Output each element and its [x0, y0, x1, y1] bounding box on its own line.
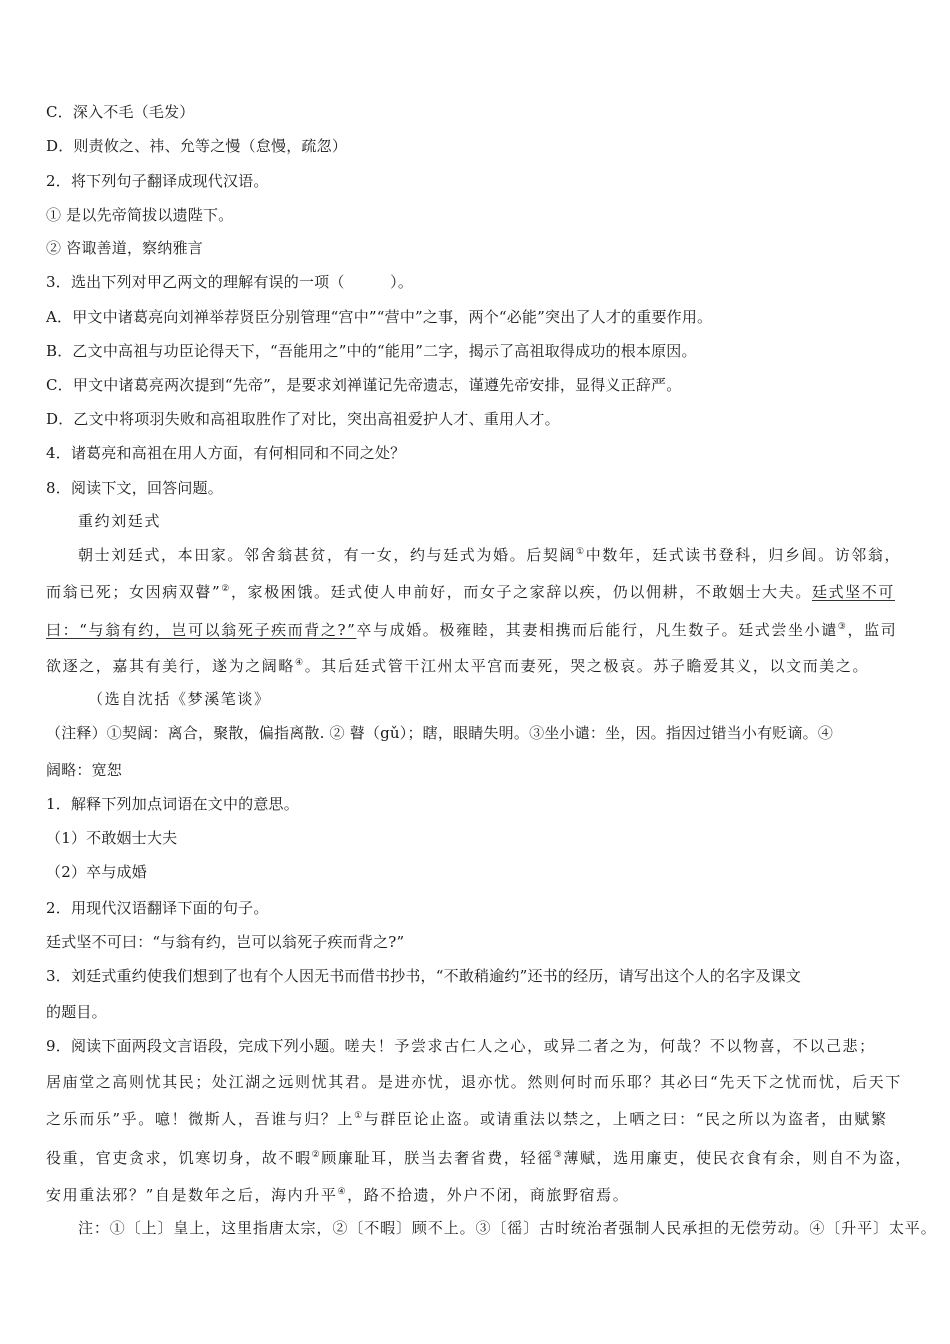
text: ，路不拾遗，外户不闭，商旅野宿焉。: [347, 1186, 630, 1204]
q7-sub2-sentence-1: ① 是以先帝简拔以遗陛下。: [46, 206, 234, 224]
text: 卒与成婚。极雍睦，其妻相携而后能行，凡生数子。廷式尝坐小谴: [356, 621, 838, 639]
q8-notes-line-1: （注释）①契阔：离合，聚散，偏指离散. ② 瞽（gǔ）；瞎，眼睛失明。③坐小谴：坐，因。指因过错当小有贬谪。④: [46, 724, 834, 742]
text: 嗟夫！予尝求古仁人之心，或异二者之为，何哉？不以物喜，不以己悲；: [344, 1037, 876, 1055]
q9-line-4: [46, 1148, 912, 1168]
q8-sub1-item-1: （1）不敢姻士大夫: [46, 829, 178, 847]
q7-sub4-prompt: 4．诸葛亮和高祖在用人方面，有何相同和不同之处？: [46, 444, 406, 462]
text: 欲逐之，嘉其有美行，遂为之阔略: [46, 657, 296, 675]
q9-line-2: 居庙堂之高则忧其民；处江湖之远则忧其君。是进亦忧，退亦忧。然则何时而乐耶？其必曰“先天下之忧而忧，后天下: [46, 1073, 902, 1091]
underlined-sentence: 廷式坚不可: [811, 583, 895, 601]
q8-notes-line-2: 阔略：宽恕: [46, 761, 123, 779]
q7-option-c: C．深入不毛（毛发）: [46, 103, 195, 121]
q7-sub2-prompt: 2．将下列句子翻译成现代汉语。: [46, 172, 269, 190]
q8-passage-line-4: [46, 656, 869, 676]
text: 。其后廷式管干江州太平宫而妻死，哭之极哀。苏子瞻爱其义，以文而美之。: [304, 657, 870, 675]
q9-prompt: 9．阅读下面两段文言语段，完成下列小题。: [46, 1037, 345, 1055]
q8-passage-line-1: [78, 545, 901, 565]
footnote-marker: ①: [354, 1111, 364, 1121]
q8-prompt: 8．阅读下文，回答问题。: [46, 479, 223, 497]
q8-passage-line-3: [46, 620, 897, 640]
q7-sub3-option-d: D．乙文中将项羽失败和高祖取胜作了对比，突出高祖爱护人才、重用人才。: [46, 410, 560, 428]
text: 役重，官吏贪求，饥寒切身，故不暇: [46, 1149, 312, 1167]
q7-sub3-option-b: B．乙文中高祖与功臣论得天下，“吾能用之”中的“能用”二字，揭示了高祖取得成功的根本原因。: [46, 342, 697, 360]
q8-passage-line-2: [46, 582, 895, 602]
q7-sub3-prompt: 3．选出下列对甲乙两文的理解有误的一项（ ）。: [46, 273, 414, 291]
footnote-marker: ④: [337, 1187, 348, 1197]
text: 中数年，廷式读书登科，归乡闾。访邻翁，: [585, 546, 902, 564]
footnote-marker: ④: [295, 658, 305, 668]
footnote-marker: ②: [311, 1150, 322, 1160]
text: ，监司: [847, 621, 898, 639]
q8-sub2-sentence: 廷式坚不可曰：“与翁有约，岂可以翁死子疾而背之?”: [46, 933, 405, 951]
q8-sub1-prompt: 1．解释下列加点词语在文中的意思。: [46, 795, 299, 813]
q9-line-5: [46, 1185, 629, 1205]
q9-note: 注：①〔上〕皇上，这里指唐太宗，②〔不暇〕顾不上。③〔徭〕古时统治者强制人民承担的无偿劳动。④〔升平〕太平。: [78, 1219, 937, 1237]
q7-sub2-sentence-2: ② 咨诹善道，察纳雅言: [46, 239, 203, 257]
footnote-marker: ③: [553, 1150, 564, 1160]
q8-sub3-line-2: 的题目。: [46, 1003, 107, 1021]
text: 之乐而乐”乎。噫！微斯人，吾谁与归？上: [46, 1110, 355, 1128]
text: ，家极困饿。廷式使人申前好，而女子之家辞以疾，仍以佣耕，不敢姻士大夫。: [230, 583, 812, 601]
text: 安用重法邪？”自是数年之后，海内升平: [46, 1186, 338, 1204]
q8-sub3-line-1: 3．刘廷式重约使我们想到了也有个人因无书而借书抄书，“不敢稍逾约”还书的经历，请写出这个人的名字及课文: [46, 967, 802, 985]
text: 朝士刘廷式，本田家。邻舍翁甚贫，有一女，约与廷式为婚。后契阔: [78, 546, 577, 564]
q8-sub1-item-2: （2）卒与成婚: [46, 863, 147, 881]
text: 顾廉耻耳，朕当去奢省费，轻徭: [321, 1149, 554, 1167]
q9-line-1: [46, 1036, 876, 1056]
q7-sub3-option-a: A．甲文中诸葛亮向刘禅举荐贤臣分别管理“宫中”“营中”之事，两个“必能”突出了人才的重要作用。: [46, 308, 713, 326]
q8-sub2-prompt: 2．用现代汉语翻译下面的句子。: [46, 899, 269, 917]
footnote-marker: ②: [221, 584, 231, 594]
text: 薄赋，选用廉吏，使民衣食有余，则自不为盗，: [563, 1149, 912, 1167]
footnote-marker: ①: [576, 547, 586, 557]
footnote-marker: ③: [837, 622, 848, 632]
q9-line-3: [46, 1109, 888, 1129]
q7-option-d: D．则责攸之、祎、允等之慢（怠慢，疏忽）: [46, 137, 348, 155]
q7-sub3-option-c: C．甲文中诸葛亮两次提到“先帝”，是要求刘禅谨记先帝遗志，谨遵先帝安排，显得义正辞严。: [46, 376, 682, 394]
q8-source: （选自沈括《梦溪笔谈》: [88, 690, 271, 708]
q8-passage-title: 重约刘廷式: [78, 512, 162, 530]
text: 与群臣论止盗。或请重法以禁之，上哂之曰：“民之所以为盗者，由赋繁: [363, 1110, 888, 1128]
underlined-sentence: 曰：“与翁有约，岂可以翁死子疾而背之?”: [46, 621, 357, 639]
text: 而翁已死；女因病双瞽”: [46, 583, 222, 601]
